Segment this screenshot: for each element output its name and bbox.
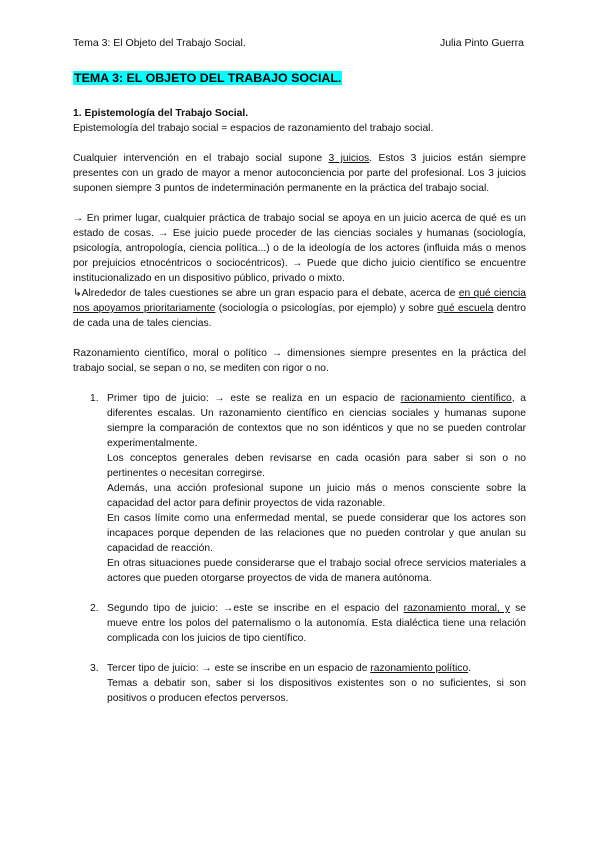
header-right: Julia Pinto Guerra: [439, 37, 524, 49]
list-item-line: En otras situaciones puede considerarse que el trabajo social ofrece servicios materiales a actores que pueden otorgarse proyectos de vida de manera autónoma.: [107, 558, 526, 584]
list-item: 3. Tercer tipo de juicio: → este se inscribe en un espacio de razonamiento político. Temas a debatir son, saber si los dispositivos existentes son o no suficientes, si son positivos o producen efectos perversos.: [90, 663, 526, 704]
list-number: 2.: [90, 603, 99, 614]
underlined-term: qué escuela: [437, 303, 494, 314]
underlined-term: racionamiento científico: [400, 393, 512, 404]
list-item-line: Los conceptos generales deben revisarse en cada ocasión para saber si son o no pertinentes o necesitan corregirse.: [107, 453, 526, 479]
paragraph-juicios: Cualquier intervención en el trabajo social supone 3 juicios. Estos 3 juicios están siempre presentes con un grado de mayor a menor autoconciencia por parte del profesional. Los 3 juicios suponen siempre 3 puntos de indeterminación permanente en la práctica del trabajo social.: [73, 153, 526, 194]
list-item-line: Temas a debatir son, saber si los dispositivos existentes son o no suficientes, si son positivos o producen efectos perversos.: [107, 678, 526, 704]
list-item: 2. Segundo tipo de juicio: →este se inscribe en el espacio del razonamiento moral, y se mueve entre los polos del paternalismo o la autonomía. Esta dialéctica tiene una relación complicada con los juicios de tipo científico.: [90, 603, 526, 644]
header-left: Tema 3: El Objeto del Trabajo Social.: [73, 37, 246, 49]
paragraph-primer-lugar: → En primer lugar, cualquier práctica de trabajo social se apoya en un juicio acerca de qué es un estado de cosas. → Ese juicio puede proceder de las ciencias sociales y humanas (sociología, psicología, antropología, ciencia política...) o de la ideología de los actores (influida más o menos por prejuicios etnocéntricos o sociocéntricos). → Puede que dicho juicio científico se encuentre institucionalizado en un dispositivo público, privado o mixto.: [73, 213, 526, 284]
paragraph-razonamiento: Razonamiento científico, moral o político → dimensiones siempre presentes en la práctica del trabajo social, se sepan o no, se mediten con rigor o no.: [73, 348, 526, 374]
definition-line: Epistemología del trabajo social = espacios de razonamiento del trabajo social.: [73, 123, 434, 134]
list-item-line: En casos límite como una enfermedad mental, se puede considerar que los actores son incapaces porque dependen de las relaciones que no pueden controlar y que anulan su capacidad de reacción.: [107, 513, 526, 554]
underlined-term: en qué ciencia nos apoyamos prioritariamente: [73, 288, 526, 314]
list-number: 3.: [90, 663, 99, 674]
list-item: 1. Primer tipo de juicio: → este se realiza en un espacio de racionamiento científico, a diferentes escalas. Un razonamiento científico en ciencias sociales y humanas supone siempre la comparación de contextos que no son idénticos y que no se pueden controlar experimentalmente. Los conceptos generales deben revisarse en cada ocasión para saber si son o no pertinentes o necesitan corregirse. Además, una acción profesional supone un juicio más o menos consciente sobre la capacidad del actor para definir proyectos de vida razonable. En casos límite como una enfermedad mental, se puede considerar que los actores son incapaces porque dependen de las relaciones que no pueden controlar y que anulan su capacidad de reacción. En otras situaciones puede considerarse que el trabajo social ofrece servicios materiales a actores que pueden otorgarse proyectos de vida de manera autónoma.: [90, 393, 526, 584]
underlined-term: razonamiento moral, y: [403, 603, 510, 614]
list-item-line: Además, una acción profesional supone un juicio más o menos consciente sobre la capacidad del actor para definir proyectos de vida razonable.: [107, 483, 526, 509]
document-title: TEMA 3: EL OBJETO DEL TRABAJO SOCIAL.: [74, 71, 342, 85]
paragraph-debate: ↳Alrededor de tales cuestiones se abre un gran espacio para el debate, acerca de en qué ciencia nos apoyamos prioritariamente (sociología o psicologías, por ejemplo) y sobre qué escuela dentro de cada una de tales ciencias.: [73, 288, 526, 329]
list-number: 1.: [90, 393, 99, 404]
page-header: [73, 37, 524, 49]
juicios-list: [73, 391, 526, 706]
section-heading: 1. Epistemología del Trabajo Social.: [73, 108, 249, 119]
underlined-term: razonamiento político: [370, 663, 469, 674]
underlined-term: 3 juicios: [328, 153, 370, 164]
document-body: [73, 106, 526, 721]
